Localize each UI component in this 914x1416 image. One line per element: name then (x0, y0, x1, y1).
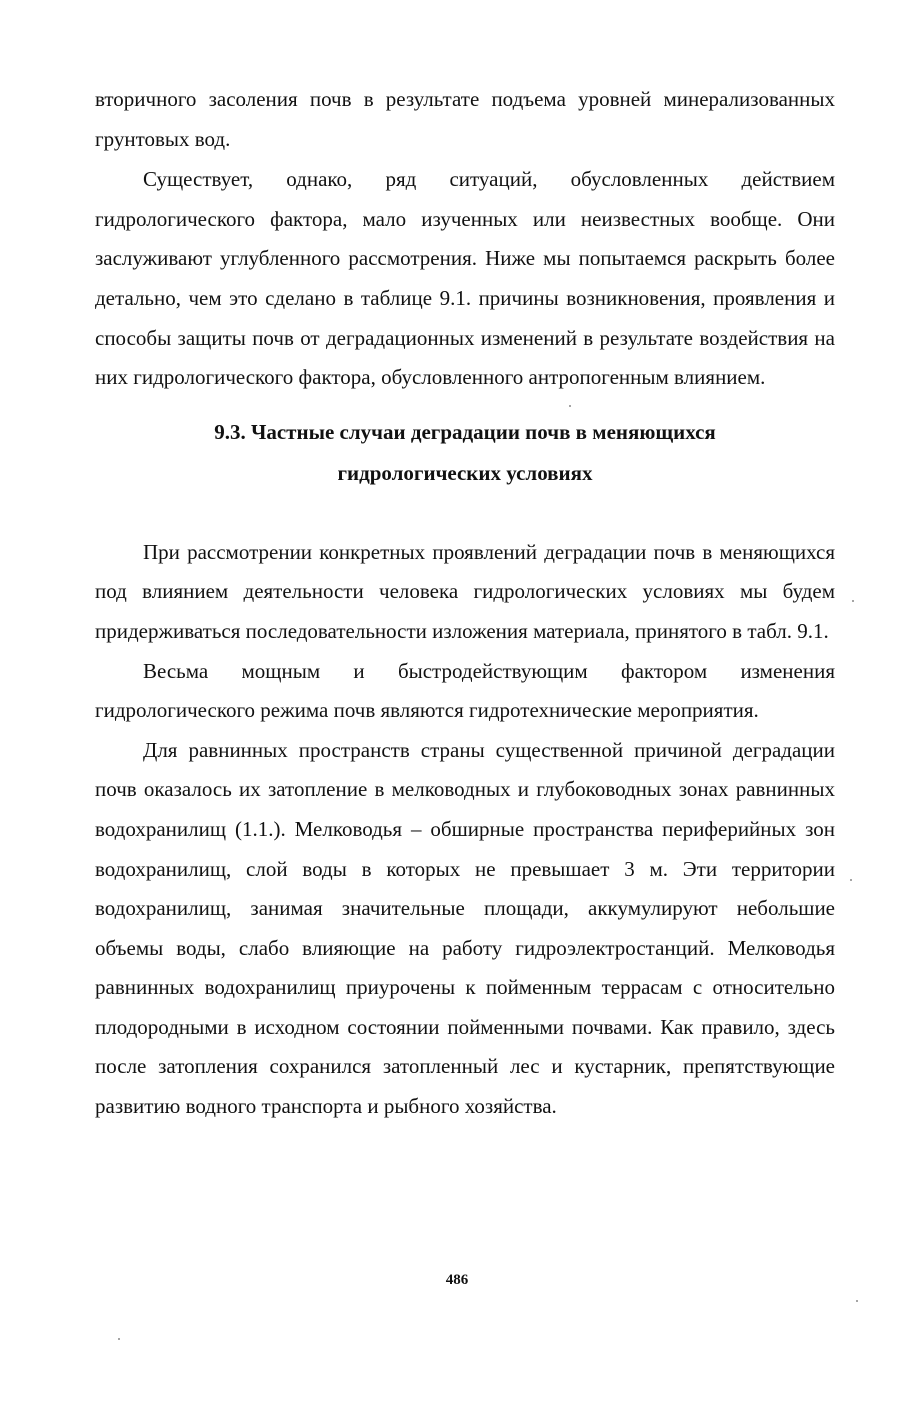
scan-speck (856, 1300, 858, 1302)
paragraph-concrete-manifestations: При рассмотрении конкретных проявлений деградации почв в меняющихся под влиянием деятельности человека гидрологических условиях мы будем придерживаться последовательности изложения материала, принятого в табл. 9.1. (95, 539, 835, 643)
section-heading-line-2: гидрологических условиях (337, 460, 593, 485)
section-heading (95, 412, 835, 494)
scan-speck (850, 879, 852, 881)
scan-speck (569, 405, 571, 407)
scan-speck (118, 1338, 120, 1340)
paragraph-existing-situations: Существует, однако, ряд ситуаций, обусловленных действием гидрологического фактора, мало изученных или неизвестных вообще. Они заслуживают углубленного рассмотрения. Ниже мы попытаемся раскрыть более детально, чем это сделано в таблице 9.1. причины возникновения, проявления и способы защиты почв от деградационных изменений в результате воздействия на них гидрологического фактора, обусловленного антропогенным влиянием. (95, 167, 835, 390)
paragraph-continuation: вторичного засоления почв в результате подъема уровней минерализованных грунтовых вод. (95, 87, 835, 151)
page-number: 486 (445, 1272, 469, 1288)
scan-speck (852, 600, 854, 602)
paragraph-reservoir-flooding: Для равнинных пространств страны существенной причиной деградации почв оказалось их затопление в мелководных и глубоководных зонах равнинных водохранилищ (1.1.). Мелководья – обширные пространства периферийных зон водохранилищ, слой воды в которых не превышает 3 м. Эти территории водохранилищ, занимая значительные площади, аккумулируют небольшие объемы воды, слабо влияющие на работу гидроэлектростанций. Мелководья равнинных водохранилищ приурочены к пойменным террасам с относительно плодородными в исходном состоянии пойменными почвами. Как правило, здесь после затопления сохранился затопленный лес и кустарник, препятствующие развитию водного транспорта и рыбного хозяйства. (95, 737, 835, 1119)
paragraph-hydrotechnical-measures: Весьма мощным и быстродействующим фактором изменения гидрологического режима почв являются гидротехнические мероприятия. (95, 658, 835, 723)
section-heading-line-1: 9.3. Частные случаи деградации почв в меняющихся (214, 419, 716, 444)
page-body (95, 80, 835, 1127)
